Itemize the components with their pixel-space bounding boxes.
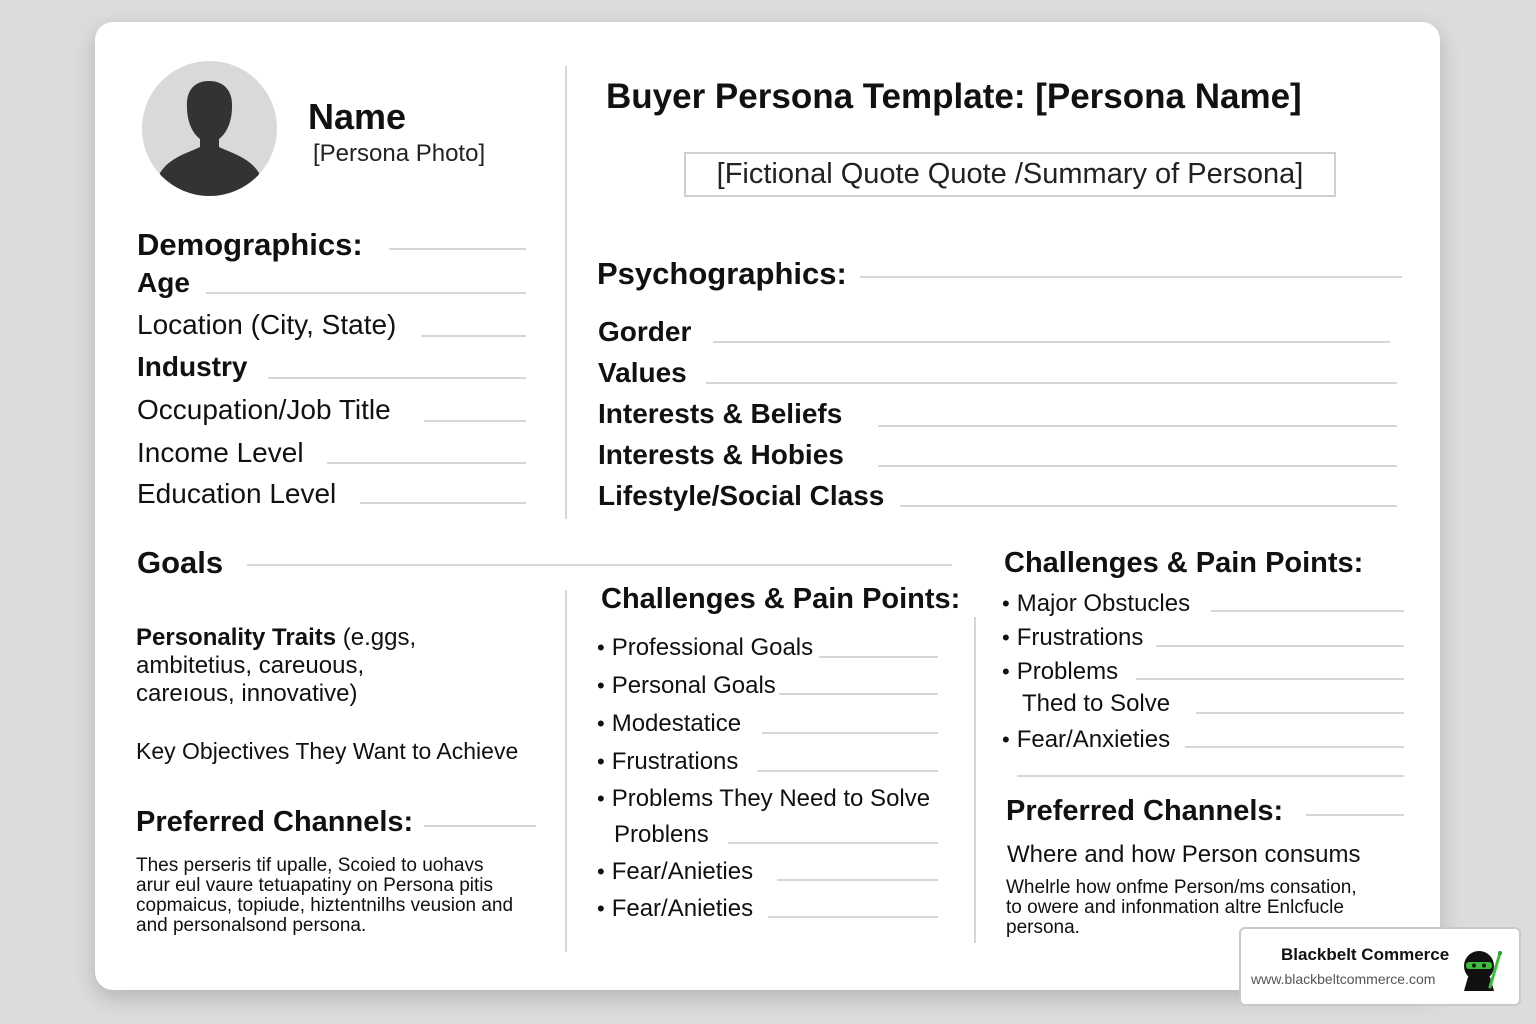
brand-url: www.blackbeltcommerce.com bbox=[1251, 971, 1436, 987]
challenges-right-line-1[interactable] bbox=[1211, 610, 1404, 612]
psychographics-line-values[interactable] bbox=[706, 382, 1397, 384]
persona-photo-placeholder bbox=[142, 61, 277, 196]
psychographics-line-interests-beliefs[interactable] bbox=[878, 425, 1397, 427]
demographics-field-occupation: Occupation/Job Title bbox=[137, 394, 391, 425]
personality-traits-line-2: ambitetius, careuous, bbox=[136, 652, 365, 679]
preferred-channels-left-text-4: and personalsond persona. bbox=[136, 915, 367, 936]
preferred-channels-right-text-2: to owere and infonmation altre Enlcfucle bbox=[1006, 897, 1344, 918]
psychographics-field-interests-beliefs: Interests & Beliefs bbox=[598, 398, 843, 429]
psychographics-field-lifestyle: Lifestyle/Social Class bbox=[598, 480, 885, 511]
quote-box[interactable] bbox=[684, 152, 1336, 197]
personality-traits-label: Personality Traits bbox=[136, 624, 337, 651]
divider-bottom-left-vertical bbox=[565, 590, 567, 952]
preferred-channels-right-text-3: persona. bbox=[1006, 917, 1080, 938]
page-title: Buyer Persona Template: [Persona Name] bbox=[606, 77, 1302, 116]
psychographics-line-gorder[interactable] bbox=[713, 341, 1390, 343]
demographics-line-education[interactable] bbox=[360, 502, 526, 504]
psychographics-line-interests-hobbies[interactable] bbox=[878, 465, 1397, 467]
challenges-right-item-1: • Major Obstucles bbox=[1002, 590, 1190, 618]
demographics-heading: Demographics: bbox=[137, 227, 363, 262]
preferred-channels-right-sub: Where and how Person consums bbox=[1007, 841, 1361, 868]
challenges-right-line-6[interactable] bbox=[1017, 775, 1404, 777]
preferred-channels-left-text-2: arur eul vaure tetuapatiny on Persona pitis bbox=[136, 875, 493, 896]
personality-traits-line-1 bbox=[136, 624, 556, 652]
demographics-heading-line bbox=[389, 248, 526, 250]
psychographics-heading: Psychographics: bbox=[597, 256, 847, 291]
preferred-channels-right-line bbox=[1306, 814, 1404, 816]
challenges-middle-heading: Challenges & Pain Points: bbox=[601, 583, 961, 615]
challenges-right-item-3: • Problems bbox=[1002, 658, 1118, 686]
challenges-right-line-5[interactable] bbox=[1185, 746, 1404, 748]
challenges-right-heading: Challenges & Pain Points: bbox=[1004, 547, 1364, 579]
preferred-channels-left-text-3: copmaicus, topiude, hiztentnilhs veusion and bbox=[136, 895, 514, 916]
challenges-middle-line-7[interactable] bbox=[768, 916, 938, 918]
challenges-middle-item-7: • Fear/Anieties bbox=[597, 895, 753, 923]
preferred-channels-right-heading: Preferred Channels: bbox=[1006, 795, 1284, 827]
preferred-channels-left-text-1: Thes perseris tif upalle, Scoied to uohavs bbox=[136, 855, 484, 876]
challenges-middle-item-4: • Frustrations bbox=[597, 748, 738, 776]
demographics-line-location[interactable] bbox=[421, 335, 526, 337]
key-objectives: Key Objectives They Want to Achieve bbox=[136, 738, 519, 764]
demographics-line-income[interactable] bbox=[327, 462, 526, 464]
challenges-middle-item-6: • Fear/Anieties bbox=[597, 858, 753, 886]
personality-traits-example: (e.ggs, bbox=[336, 624, 417, 651]
demographics-field-age: Age bbox=[137, 267, 190, 298]
challenges-right-line-4[interactable] bbox=[1196, 712, 1404, 714]
challenges-middle-line-1[interactable] bbox=[819, 656, 938, 658]
quote-text: [Fictional Quote Quote /Summary of Persona] bbox=[716, 158, 1304, 190]
challenges-middle-line-3[interactable] bbox=[762, 732, 938, 734]
demographics-field-industry: Industry bbox=[137, 351, 248, 382]
psychographics-field-interests-hobbies: Interests & Hobies bbox=[598, 439, 844, 470]
challenges-middle-item-5: • Problems They Need to Solve bbox=[597, 785, 930, 813]
ninja-mascot-icon bbox=[1460, 947, 1502, 991]
divider-bottom-right-vertical bbox=[974, 617, 976, 943]
challenges-right-line-3[interactable] bbox=[1136, 678, 1404, 680]
psychographics-field-values: Values bbox=[598, 357, 687, 388]
preferred-channels-left-text bbox=[136, 856, 556, 936]
challenges-right-item-2: • Frustrations bbox=[1002, 624, 1143, 652]
goals-heading: Goals bbox=[137, 545, 224, 580]
demographics-line-occupation[interactable] bbox=[424, 420, 526, 422]
goals-heading-line bbox=[247, 564, 952, 566]
brand-name: Blackbelt Commerce bbox=[1281, 945, 1450, 964]
persona-photo-label: [Persona Photo] bbox=[313, 140, 486, 167]
challenges-middle-item-1: • Professional Goals bbox=[597, 634, 813, 662]
divider-top-vertical bbox=[565, 66, 567, 519]
challenges-middle-line-4[interactable] bbox=[757, 770, 938, 772]
demographics-field-education: Education Level bbox=[137, 478, 337, 509]
preferred-channels-right-text-1: Whelrle how onfme Person/ms consation, bbox=[1006, 877, 1357, 898]
challenges-middle-line-5[interactable] bbox=[728, 842, 938, 844]
challenges-middle-line-2[interactable] bbox=[779, 693, 938, 695]
demographics-field-income: Income Level bbox=[137, 437, 304, 468]
personality-traits-line-3: careıous, innovative) bbox=[136, 680, 358, 707]
persona-name-heading: Name bbox=[308, 96, 407, 137]
user-silhouette-icon bbox=[142, 61, 277, 196]
demographics-field-location: Location (City, State) bbox=[137, 309, 397, 340]
psychographics-line-lifestyle[interactable] bbox=[900, 505, 1397, 507]
psychographics-field-gorder: Gorder bbox=[598, 316, 692, 347]
demographics-line-industry[interactable] bbox=[268, 377, 526, 379]
preferred-channels-left-line bbox=[424, 825, 536, 827]
challenges-middle-line-6[interactable] bbox=[777, 879, 938, 881]
challenges-middle-item-3: • Modestatice bbox=[597, 710, 741, 738]
challenges-right-line-2[interactable] bbox=[1156, 645, 1404, 647]
personality-traits bbox=[136, 624, 556, 708]
brand-badge[interactable] bbox=[1239, 927, 1521, 1006]
preferred-channels-left-heading: Preferred Channels: bbox=[136, 806, 414, 838]
challenges-right-item-3-cont: Thed to Solve bbox=[1022, 690, 1171, 717]
challenges-middle-item-2: • Personal Goals bbox=[597, 672, 776, 700]
demographics-line-age[interactable] bbox=[206, 292, 526, 294]
challenges-right-item-4: • Fear/Anxieties bbox=[1002, 726, 1170, 754]
psychographics-heading-line bbox=[860, 276, 1402, 278]
challenges-middle-item-5-cont: Problens bbox=[614, 821, 709, 848]
